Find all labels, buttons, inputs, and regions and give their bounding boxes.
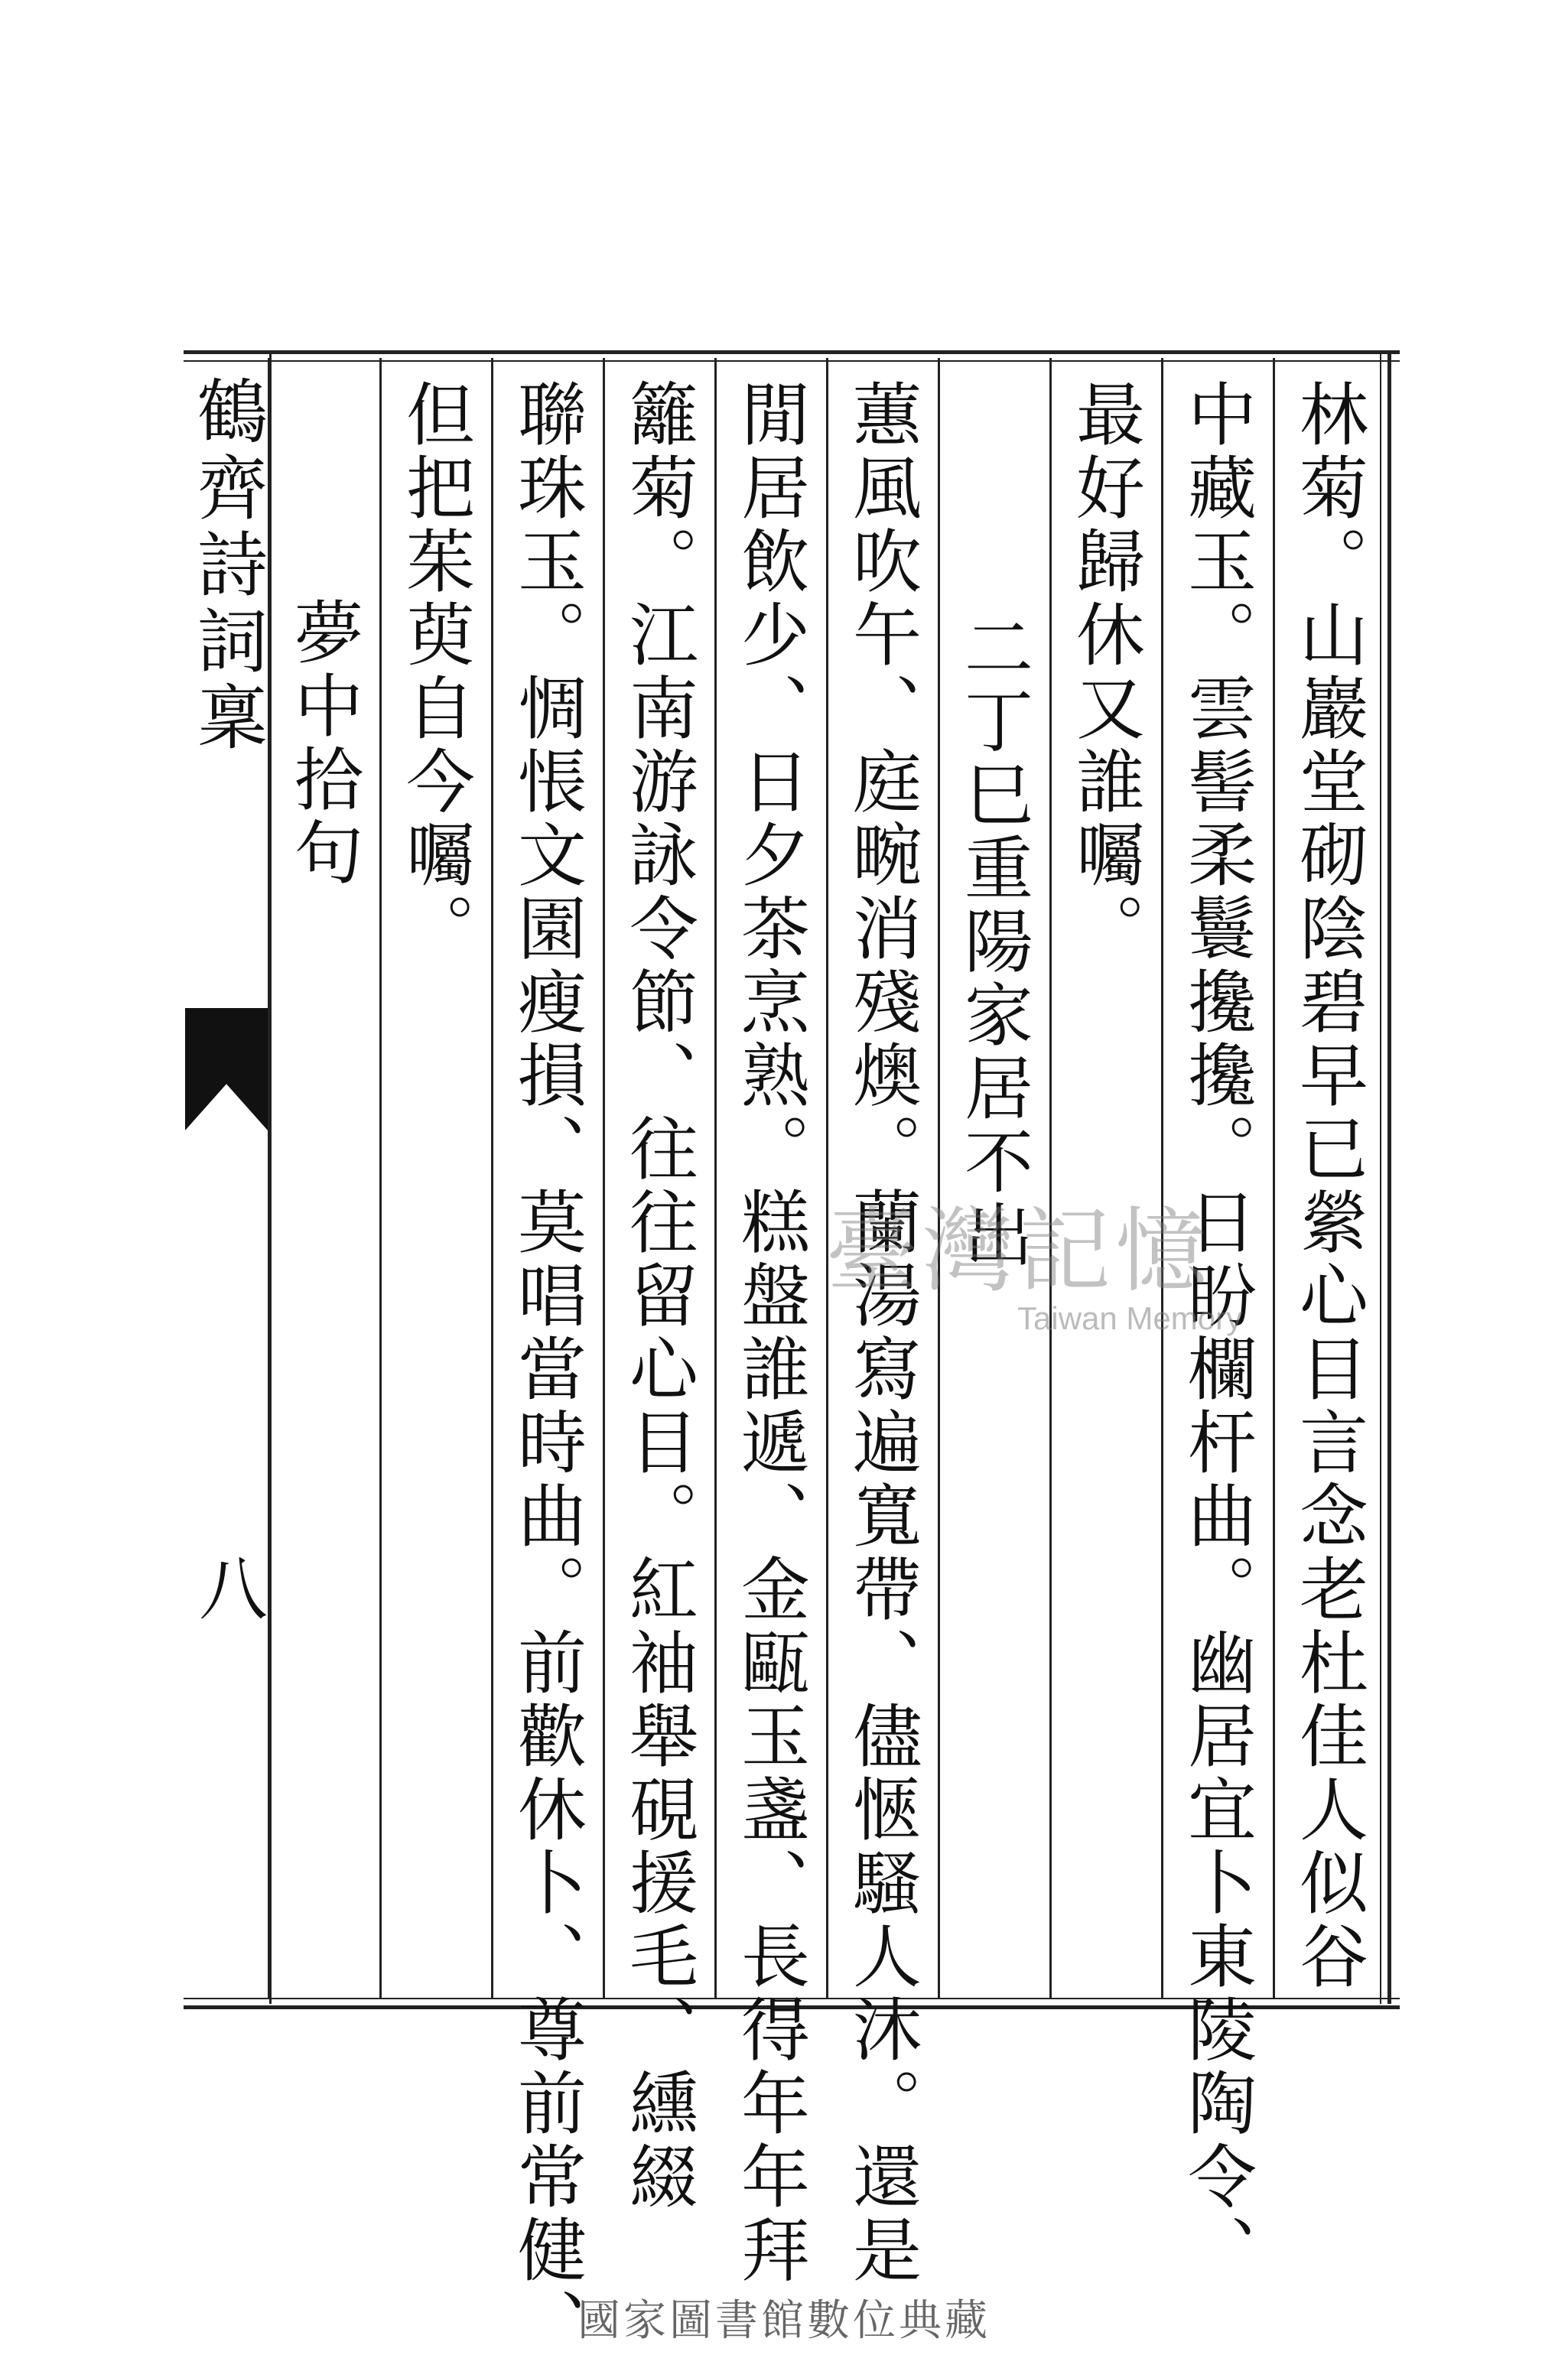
column-rule — [268, 358, 270, 1999]
footer-caption: 國家圖書館數位典藏 — [577, 2296, 991, 2346]
text-column-6: 閒居飲少、日夕茶烹熟。糕盤誰遞、金甌玉盞、長得年年拜 — [729, 379, 809, 2288]
text-column-3: 最好歸休又誰囑。 — [1064, 379, 1144, 966]
column-rule — [714, 358, 717, 1999]
watermark-text: 臺灣記憶 — [826, 1199, 1212, 1305]
frame-top-border — [184, 350, 1400, 362]
poem-title-column: 二丁巳重陽家居不出 — [952, 612, 1033, 1273]
text-column-1: 林菊。山巖堂砌陰碧早已縈心目言念老杜佳人似谷 — [1287, 379, 1368, 1994]
text-column-7: 籬菊。江南游詠令節、往往留心目。紅袖舉硯援毛、纁綴 — [617, 379, 698, 2214]
poem-title-column-2: 夢中拾句 — [282, 597, 363, 890]
column-rule — [491, 358, 493, 1999]
column-rule — [379, 358, 382, 1999]
text-column-2: 中藏玉。雲髻柔鬟攙攙。日盼欄杆曲。幽居宜卜東陵陶令、 — [1176, 379, 1256, 2288]
frame-right-border — [1380, 350, 1391, 2004]
text-column-9: 但把茱萸自今囑。 — [394, 379, 474, 966]
column-rule — [603, 358, 605, 1999]
column-rule — [1273, 358, 1275, 1999]
watermark-subtext: Taiwan Memory — [1017, 1300, 1243, 1336]
text-column-8: 聯珠玉。惆悵文園瘦損、莫唱當時曲。前歡休卜、尊前常健、 — [506, 379, 586, 2361]
spine-page-number: 八 — [187, 1553, 267, 1621]
text-column-5: 蕙風吹午、庭畹消殘燠。蘭湯寫遍寬帶、儘愜騷人沐。還是 — [841, 379, 921, 2288]
spine-title: 鶴齊詩詞稟 — [186, 375, 268, 757]
